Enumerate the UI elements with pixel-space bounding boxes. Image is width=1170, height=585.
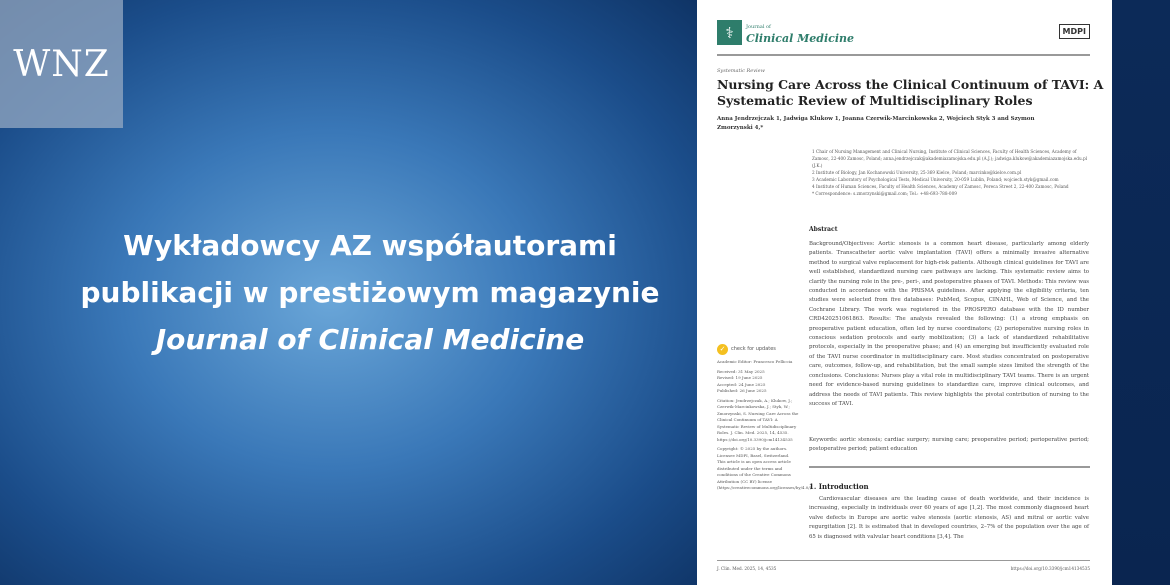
article-type: Systematic Review [717, 68, 765, 74]
abstract-heading: Abstract [809, 226, 838, 233]
affiliation: 4 Institute of Human Sciences, Faculty of Health Sciences, Academy of Zamosc, Pereca Street 2, 22-400 Zamosc, Poland [812, 184, 1069, 189]
intro-text: Cardiovascular diseases are the leading cause of death worldwide, and their incidence is increasing, especially in individuals over 60 years of age [1,2]. The most commonly diagnosed heart valve defects in Europe are aortic valve stenosis (aortic stenosis, AS) and mitral or aortic valve regurgitation [2]. It is estimated that in developed countries, 2–7% of the population over the age of 65 is diagnosed with valvular heart conditions [3,4]. The [809, 496, 1089, 540]
intro-heading: 1. Introduction [809, 482, 869, 491]
wnz-logo [0, 0, 123, 128]
affiliation: * Correspondence: s.zmorzynski@gmail.com; Tel.: +48-693-788-009 [812, 191, 957, 196]
academic-editor: Academic Editor: Francesco Pelliccia [717, 359, 793, 364]
journal-name: Clinical Medicine [746, 31, 855, 45]
authors: Anna Jendrzejczak 1, Jadwiga Klukow 1, Joanna Czerwik-Marcinkowska 2, Wojciech Styk 3 and Szymon Zmorzynski 4,* [717, 116, 1035, 131]
citation: Citation: Jendrzejczak, A.; Klukow, J.; Czerwik-Marcinkowska, J.; Styk, W.; Zmorzynski, S. Nursing Care Across the Clinical Continuum of TAVI: A Systematic Review of Multidisciplinary Roles. J. Clin. Med. 2025, 14, 4535. https://doi.org/10.3390/jcm14134535 [717, 397, 799, 442]
journal-header [717, 20, 854, 45]
check-icon: ✓ [717, 344, 728, 355]
article-title: Nursing Care Across the Clinical Continuum of TAVI: A Systematic Review of Multidisciplinary Roles [717, 77, 1104, 108]
logo-text: WNZ [13, 43, 110, 85]
mdpi-logo: MDPI [1059, 24, 1090, 39]
side-column [717, 344, 813, 492]
copyright: Copyright: © 2025 by the authors. Licensee MDPI, Basel, Switzerland. This article is an open access article distributed under the terms and conditions of the Creative Commons Attribution (CC BY) license (https://creativecommons.org/licenses/by/4.0/). [717, 446, 813, 490]
divider [809, 466, 1090, 468]
headline-line-2: publikacji w prestiżowym magazynie [80, 276, 660, 309]
footer-citation: J. Clin. Med. 2025, 14, 4535 [717, 566, 777, 571]
journal-small: Journal of [746, 23, 771, 30]
divider [717, 560, 1090, 561]
headline-journal: Journal of Clinical Medicine [155, 323, 585, 356]
check-updates-badge[interactable] [717, 344, 799, 355]
divider [717, 54, 1090, 56]
footer-doi: https://doi.org/10.3390/jcm14134535 [1010, 566, 1090, 571]
affiliation: 3 Academic Laboratory of Psychological Tests, Medical University, 20-059 Lublin, Poland; wojciech.styk@gmail.com [812, 177, 1059, 182]
affiliation: 2 Institute of Biology, Jan Kochanowski University, 25-369 Kielce, Poland; marcinko@kielce.com.pl [812, 170, 1022, 175]
right-edge-strip [1112, 0, 1170, 585]
check-updates-label: check for updates [731, 346, 776, 353]
stethoscope-icon: ⚕ [717, 20, 742, 45]
abstract-text: Background/Objectives: Aortic stenosis is a common heart disease, particularly among elderly patients. Transcatheter aortic valve implantation (TAVI) offers a minimally invasive alternative method to surgical valve replacement for high-risk patients. Although clinical guidelines for TAVI are well established, standardized nursing care pathways are lacking. This systematic review aims to clarify the nursing role in the pre-, peri-, and postoperative phases of TAVI. Methods: This review was conducted in accordance with the PRISMA guidelines. After applying the eligibility criteria, ten studies were selected from five databases: PubMed, Scopus, CINAHL, Web of Science, and the Cochrane Library. The work was registered in the PROSPERO database with the ID number CRD420251061863. Results: The analysis revealed the following: (1) a strong emphasis on preoperative patient education, often led by nurse coordinators; (2) perioperative nursing roles in conscious sedation protocols and early mobilization; (3) a lack of standardized rehabilitative protocols, especially in the preoperative phase; and (4) an emerging but insufficiently evaluated role of the TAVI nurse coordinator in multidisciplinary care. Most studies concentrated on postoperative care, outcomes, follow-up, and rehabilitation, but the small sample sizes limited the strength of the conclusions. Conclusions: Nurses play a vital role in multidisciplinary TAVI teams. There is an urgent need for evidence-based nursing guidelines to standardize care, improve clinical outcomes, and address the needs of TAVI patients. This review highlights the pivotal contribution of nursing to the success of TAVI. [809, 241, 1089, 407]
affiliations [812, 148, 1092, 197]
dates: Received: 31 May 2025 Revised: 19 June 2025 Accepted: 24 June 2025 Published: 26 June 2025 [717, 368, 767, 393]
headline-line-1: Wykładowcy AZ współautorami [123, 229, 617, 262]
paper-preview [697, 0, 1112, 585]
affiliation: 1 Chair of Nursing Management and Clinical Nursing, Institute of Clinical Sciences, Faculty of Health Sciences, Academy of Zamosc, 22-400 Zamosc, Poland; anna.jendrzejczak@akademiazamojska.edu.pl (A.J.); jadwiga.klukow@akademiazamojska.edu.pl (J.K.) [812, 149, 1088, 168]
headline [40, 222, 700, 363]
keywords: Keywords: aortic stenosis; cardiac surgery; nursing care; preoperative period; perioperative period; postoperative period; patient education [809, 437, 1089, 453]
